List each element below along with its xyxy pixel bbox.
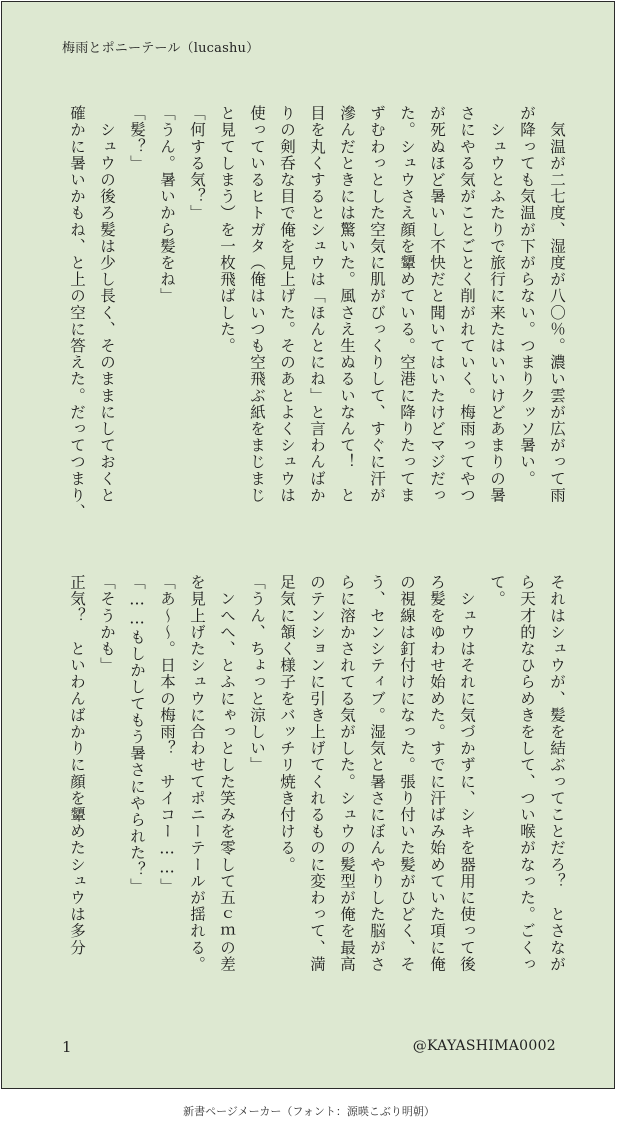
text-line: ずむわっとした空気に肌がびっくりして、すぐに汗が: [368, 105, 386, 504]
text-line: て。: [488, 574, 506, 608]
text-line: 「うん、ちょっと涼しい」: [248, 574, 266, 774]
book-page: [1, 1, 615, 1089]
text-line: シュウとふたりで旅行に来たはいいけどあまりの暑: [488, 105, 506, 504]
text-line: 気温が二七度、湿度が八〇％。濃い雲が広がって雨: [548, 105, 566, 504]
text-line: が死ぬほど暑いし不快だと聞いてはいたけどマジだっ: [428, 105, 446, 504]
text-line: ら天才的なひらめきをして、つい喉がなった。ごくっ: [518, 574, 536, 973]
generator-caption: 新書ページメーカー（フォント：源暎こぶり明朝）: [183, 1105, 435, 1118]
text-line: ろ髪をゆわせ始めた。すでに汗ばみ始めていた項に俺: [428, 574, 446, 973]
text-line: りの剣呑な目で俺を見上げた。そのあとよくシュウは: [278, 105, 296, 504]
text-line: 使っているヒトガタ（俺はいつも空飛ぶ紙をまじまじ: [248, 105, 266, 504]
bottom-text-block: [52, 574, 572, 1002]
page-title: 梅雨とポニーテール（lucashu）: [62, 41, 260, 56]
text-line: 確かに暑いかもね、と上の空に答えた。だってつまり、: [68, 105, 86, 520]
text-line: 「そうかも」: [98, 574, 116, 674]
text-line: う、センシティブ。湿気と暑さにぼんやりした脳がさ: [368, 574, 386, 973]
page-number: 1: [62, 1038, 72, 1056]
author-credit: @KAYASHIMA0002: [412, 1038, 556, 1054]
text-line: 「何する気？」: [188, 105, 206, 222]
text-line: 滲んだときには驚いた。風さえ生ぬるいなんて！ と: [338, 105, 356, 504]
text-line: のテンションに引き上げてくれるものに変わって、満: [308, 574, 326, 973]
text-line: 「あ～～。日本の梅雨？ サイコー……」: [158, 574, 176, 895]
text-line: の視線は釘付けになった。張り付いた髪がひどく、そ: [398, 574, 416, 973]
text-line: シュウの後ろ髪は少し長く、そのままにしておくと: [98, 105, 116, 504]
text-line: 正気？ といわんばかりに顔を顰めたシュウは多分: [68, 574, 86, 956]
text-line: 「うん。暑いから髪をね」: [158, 105, 176, 305]
text-line: 目を丸くするとシュウは「ほんとにね」と言わんばか: [308, 105, 326, 504]
text-line: を見上げたシュウに合わせてポニーテールが揺れる。: [188, 574, 206, 973]
top-text-block: [52, 105, 572, 533]
text-line: さにやる気がことごとく削がれていく。梅雨ってやつ: [458, 105, 476, 504]
text-line: それはシュウが、髪を結ぶってことだろ？ とさなが: [548, 574, 566, 973]
text-line: と見てしまう）を一枚飛ばした。: [218, 105, 236, 354]
text-line: 「髪？」: [128, 105, 146, 172]
text-line: らに溶かされてる気がした。シュウの髪型が俺を最高: [338, 574, 356, 973]
text-line: が降っても気温が下がらない。つまりクッソ暑い。: [518, 105, 536, 487]
text-line: シュウはそれに気づかずに、シキを器用に使って後: [458, 574, 476, 973]
text-line: ンへへ、とふにゃっとした笑みを零して五ｃｍの差: [218, 574, 236, 973]
text-line: た。シュウさえ顔を顰めている。空港に降りたってま: [398, 105, 416, 504]
text-line: 足気に頷く様子をバッチリ焼き付ける。: [278, 574, 296, 873]
text-line: 「……もしかしてもう暑さにやられた？」: [128, 574, 146, 895]
